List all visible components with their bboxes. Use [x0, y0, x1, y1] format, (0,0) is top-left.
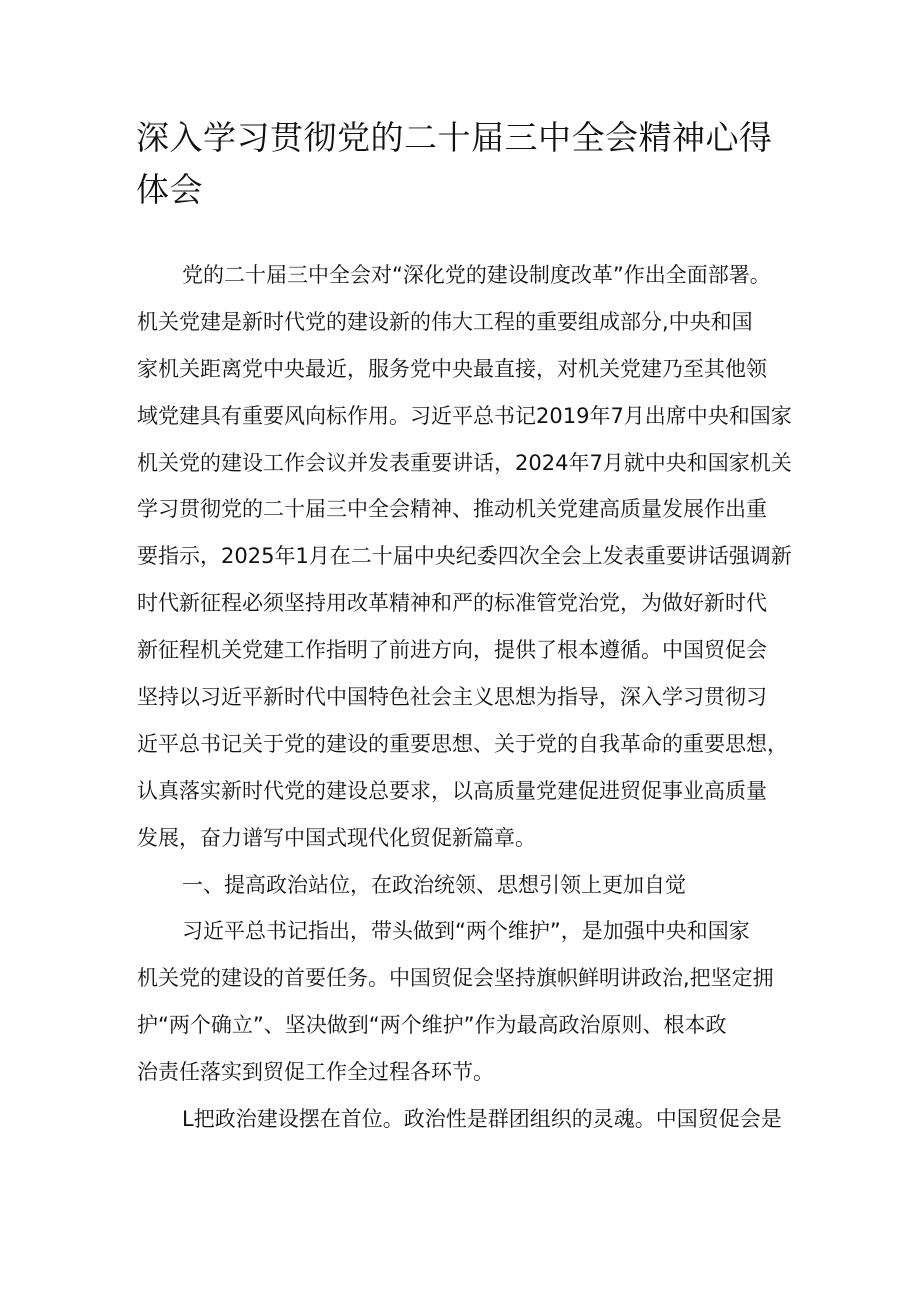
- text-line: 近平总书记关于党的建设的重要思想、关于党的自我革命的重要思想，: [137, 731, 788, 756]
- text-line: L把政治建设摆在首位。政治性是群团组织的灵魂。中国贸促会是: [182, 1107, 782, 1132]
- text-line: 机关党建是新时代党的建设新的伟大工程的重要组成部分,中央和国: [137, 309, 753, 334]
- paragraph-intro: [137, 252, 817, 862]
- document-title: [136, 112, 796, 216]
- text-line: 习近平总书记指出，带头做到“两个维护”，是加强中央和国家: [182, 919, 750, 944]
- section-heading-1: [137, 862, 817, 909]
- paragraph-item-1: [137, 1096, 817, 1143]
- text-line: 学习贯彻党的二十届三中全会精神、推动机关党建高质量发展作出重: [137, 497, 767, 522]
- text-line: 新征程机关党建工作指明了前进方向，提供了根本遵循。中国贸促会: [137, 638, 767, 663]
- text-line: 坚持以习近平新时代中国特色社会主义思想为指导，深入学习贯彻习: [137, 685, 767, 710]
- text-line: 域党建具有重要风向标作用。习近平总书记2019年7月出席中央和国家: [137, 403, 792, 428]
- text-line: 时代新征程必须坚持用改革精神和严的标准管党治党，为做好新时代: [137, 591, 767, 616]
- text-line: 党的二十届三中全会对“深化党的建设制度改革”作出全面部署。: [182, 263, 771, 287]
- text-line: 要指示，2025年1月在二十届中央纪委四次全会上发表重要讲话强调新: [137, 544, 792, 569]
- text-line: 治责任落实到贸促工作全过程各环节。: [137, 1060, 494, 1085]
- text-line: 机关党的建设的首要任务。中国贸促会坚持旗帜鲜明讲政治,把坚定拥: [137, 966, 774, 991]
- title-line-1: 深入学习贯彻党的二十届三中全会精神心得: [136, 118, 773, 157]
- heading-line: 一、提高政治站位，在政治统领、思想引领上更加自觉: [182, 872, 686, 897]
- text-line: 机关党的建设工作会议并发表重要讲话，2024年7月就中央和国家机关: [137, 450, 792, 475]
- text-line: 家机关距离党中央最近，服务党中央最直接，对机关党建乃至其他领: [137, 356, 767, 381]
- paragraph-section-1: [137, 908, 817, 1096]
- document-body: [137, 252, 817, 1143]
- text-line: 认真落实新时代党的建设总要求，以高质量党建促进贸促事业高质量: [137, 778, 767, 803]
- text-line: 护“两个确立”、坚决做到“两个维护”作为最高政治原则、根本政: [137, 1013, 727, 1038]
- text-line: 发展，奋力谱写中国式现代化贸促新篇章。: [137, 825, 536, 850]
- title-line-2: 体会: [136, 170, 203, 209]
